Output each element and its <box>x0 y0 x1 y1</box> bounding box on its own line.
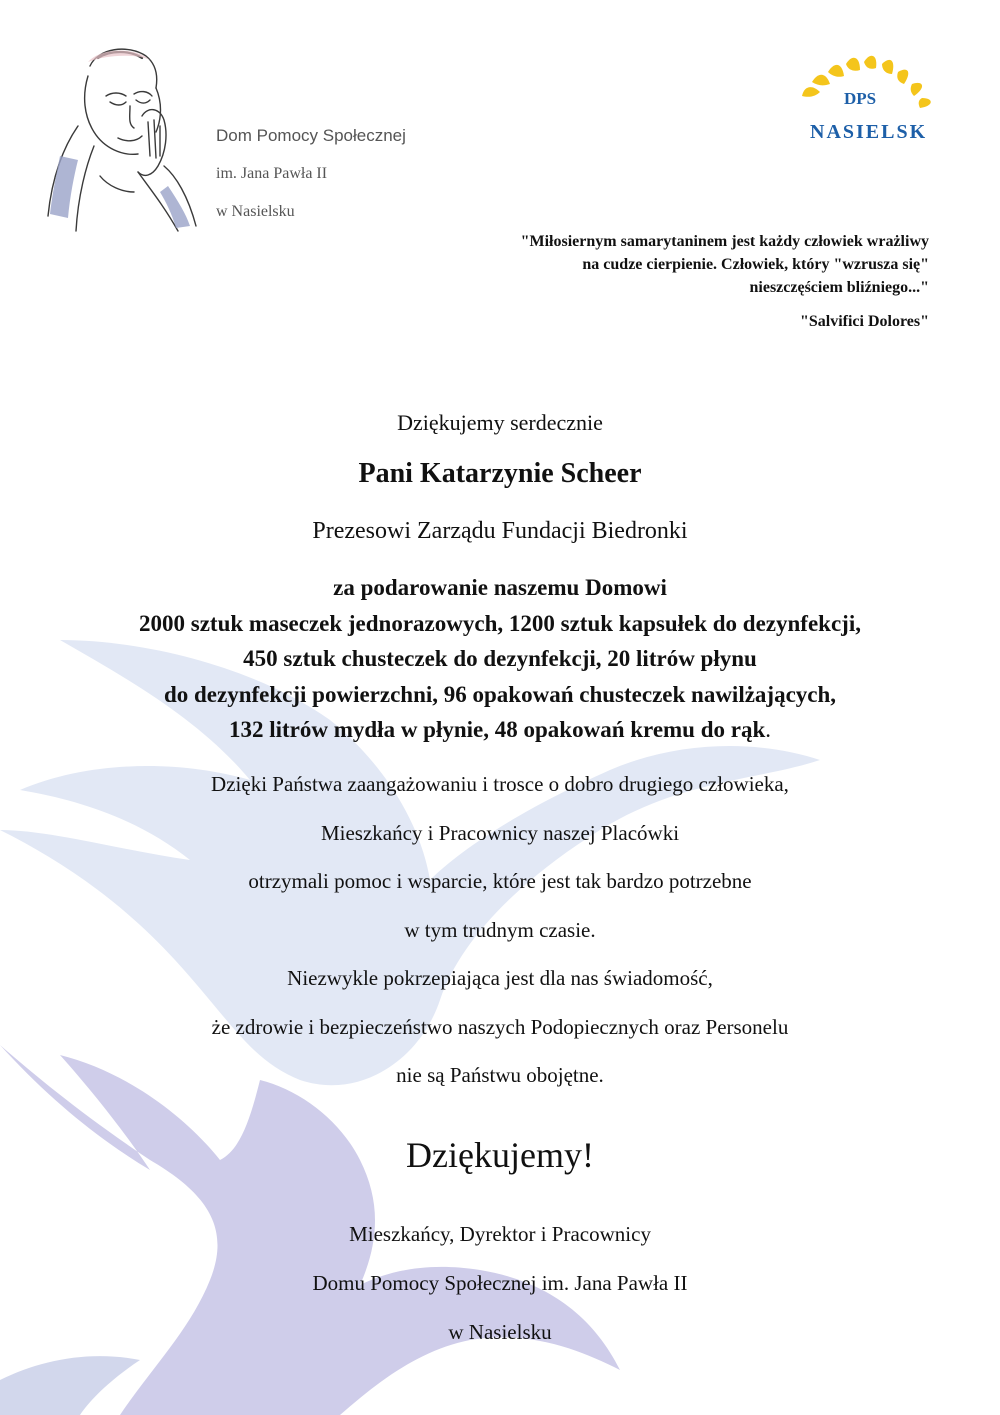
recipient-name: Pani Katarzynie Scheer <box>358 458 642 489</box>
quote-line: na cudze cierpienie. Człowiek, który "wzrusza się" <box>582 256 929 273</box>
signature <box>0 1210 1000 1357</box>
institution-name <box>216 126 406 222</box>
body-line: Dzięki Państwa zaangażowaniu i trosce o dobro drugiego człowieka, <box>211 772 789 796</box>
gift-line: 132 litrów mydła w płynie, 48 opakowań kremu do rąk <box>228 717 766 742</box>
recipient-role: Prezesowi Zarządu Fundacji Biedronki <box>312 518 688 544</box>
logo-dps-text: DPS <box>844 89 877 108</box>
institution-line: im. Jana Pawła II <box>216 165 328 182</box>
thanks-heading: Dziękujemy! <box>406 1135 594 1175</box>
institution-line: Dom Pomocy Społecznej <box>216 126 406 145</box>
signature-line: Mieszkańcy, Dyrektor i Pracownicy <box>349 1222 651 1246</box>
institution-line: w Nasielsku <box>216 203 295 220</box>
quote-line: nieszczęściem bliźniego..." <box>749 279 929 296</box>
body-line: że zdrowie i bezpieczeństwo naszych Podopiecznych oraz Personelu <box>211 1014 789 1039</box>
dps-nasielsk-logo <box>790 52 945 152</box>
gift-line: 2000 sztuk maseczek jednorazowych, 1200 sztuk kapsułek do dezynfekcji, <box>139 610 861 636</box>
gift-description <box>0 570 1000 748</box>
quote-source: "Salvifici Dolores" <box>799 313 929 330</box>
gift-line: do dezynfekcji powierzchni, 96 opakowań chusteczek nawilżających, <box>163 681 837 707</box>
letter-intro: Dziękujemy serdecznie <box>397 410 603 435</box>
pope-portrait-icon <box>38 36 208 236</box>
body-line: w tym trudnym czasie. <box>404 917 596 942</box>
epigraph-quote <box>369 230 929 333</box>
signature-line: w Nasielsku <box>448 1320 552 1344</box>
body-line: nie są Państwu obojętne. <box>396 1063 604 1087</box>
body-line: Mieszkańcy i Pracownicy naszej Placówki <box>320 820 680 845</box>
body-line: Niezwykle pokrzepiająca jest dla nas świadomość, <box>287 966 713 990</box>
gift-line-last <box>0 712 1000 748</box>
signature-line: Domu Pomocy Społecznej im. Jana Pawła II <box>312 1271 688 1295</box>
gift-end-punct: . <box>765 717 772 742</box>
logo-nasielsk-text: NASIELSK <box>810 121 928 143</box>
gift-line: za podarowanie naszemu Domowi <box>333 575 667 600</box>
letter-body <box>0 760 1000 1100</box>
body-line: otrzymali pomoc i wsparcie, które jest tak bardzo potrzebne <box>248 869 752 893</box>
gift-line: 450 sztuk chusteczek do dezynfekcji, 20 litrów płynu <box>243 646 757 671</box>
quote-line: "Miłosiernym samarytaninem jest każdy człowiek wrażliwy <box>520 233 929 250</box>
